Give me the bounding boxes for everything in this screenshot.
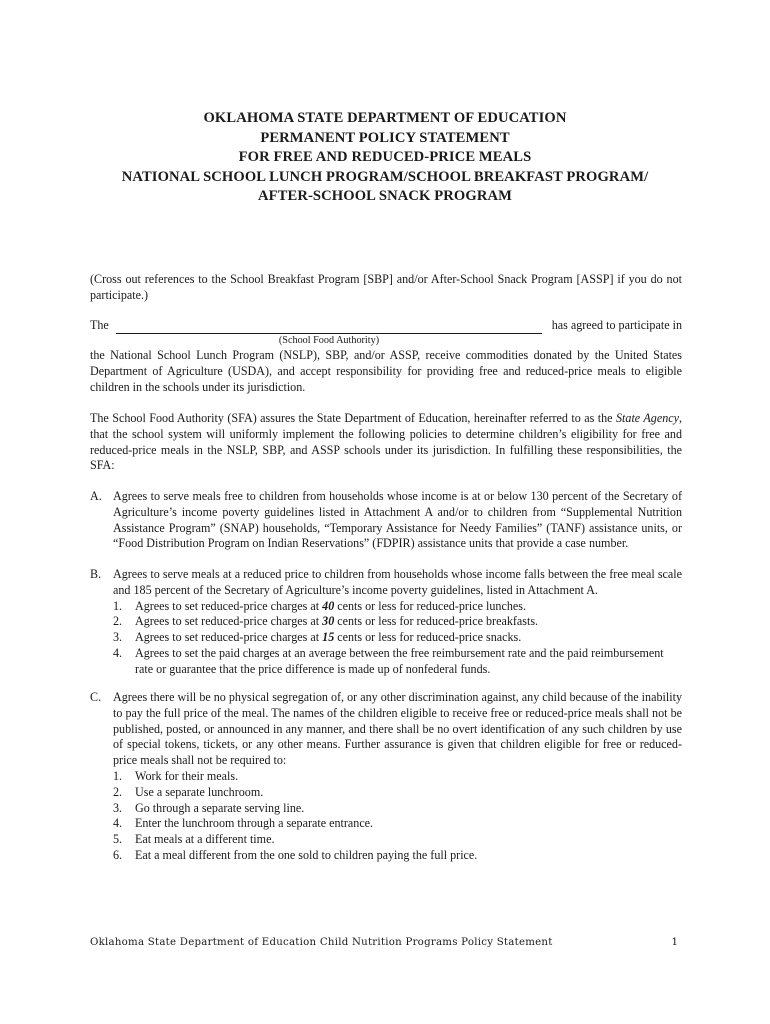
document-heading (0, 109, 770, 207)
sub-text: Use a separate lunchroom. (135, 784, 264, 799)
sub-text: Eat a meal different from the one sold to children paying the full price. (135, 847, 478, 862)
sub-number: 4. (113, 645, 123, 660)
sub-text: Enter the lunchroom through a separate entrance. (135, 816, 374, 831)
sub-number: 3. (113, 630, 123, 645)
footer-text: Oklahoma State Department of Education Child Nutrition Programs Policy Statement (90, 937, 553, 948)
sfa-paragraph-part1: The School Food Authority (SFA) assures the State Department of Education, hereinafter referred to as the (90, 411, 616, 425)
sub-text: Work for their meals. (135, 768, 239, 783)
item-b-sub-2 (113, 614, 682, 630)
item-c-body (113, 690, 682, 864)
heading-line-5: AFTER-SCHOOL SNACK PROGRAM (258, 188, 512, 205)
sub-number: 5. (113, 832, 123, 847)
heading-line-4: NATIONAL SCHOOL LUNCH PROGRAM/SCHOOL BREAKFAST PROGRAM/ (121, 168, 649, 185)
sub-number: 4. (113, 816, 123, 831)
breakfast-charge-value: 30 (322, 614, 335, 629)
sfa-assurance-paragraph (90, 411, 682, 474)
sub-text: cents or less for reduced-price lunches. (334, 598, 526, 613)
sub-text: cents or less for reduced-price snacks. (334, 630, 522, 645)
sub-text: Agrees to set reduced-price charges at (135, 630, 323, 645)
state-agency-term: State Agency (615, 411, 679, 425)
nslp-paragraph: the National School Lunch Program (NSLP), SBP, and/or ASSP, receive commodities donated by the United States Department of Agriculture (USDA), and accept responsibility for providing free and reduced-price meals to eligible children in the schools under its jurisdiction. (90, 348, 682, 394)
item-c-sub-2 (113, 785, 682, 801)
item-b-text: Agrees to serve meals at a reduced price to children from households whose income falls between the free meal scale and 185 percent of the Secretary of Agriculture’s income poverty guidelines, listed in Attachment A. (113, 567, 682, 597)
intro-instruction: (Cross out references to the School Breakfast Program [SBP] and/or After-School Snack Program [ASSP] if you do not participate.) (90, 272, 682, 302)
sub-text: Agrees to set reduced-price charges at (135, 614, 323, 629)
sfa-line-prefix: The (90, 318, 109, 332)
sub-number: 6. (113, 847, 123, 862)
item-b-sub-1 (113, 599, 682, 615)
item-c-sub-5 (113, 832, 682, 848)
item-c-sub-6 (113, 848, 682, 864)
sub-number: 3. (113, 800, 123, 815)
item-b-sub-4 (113, 646, 682, 678)
sub-number: 1. (113, 598, 123, 613)
heading-line-3: FOR FREE AND REDUCED-PRICE MEALS (238, 149, 532, 166)
sfa-paragraph-part2: , that the school system will uniformly implement the following policies to determine children’s eligibility for free and reduced-price meals in the NSLP, SBP, and ASSP schools under its jurisdiction. In fulfilling these responsibilities, the SFA: (90, 411, 683, 473)
item-b-sub-3 (113, 630, 682, 646)
sub-text: Go through a separate serving line. (135, 800, 305, 815)
policy-item-b (90, 567, 682, 678)
item-c-sub-3 (113, 801, 682, 817)
item-c-text: Agrees there will be no physical segregation of, or any other discrimination against, any child because of the inability to pay the full price of the meal. The names of the children eligible to receive free or reduced-price meals shall not be published, posted, or announced in any manner, and there shall be no overt identification of any such children by use of special tokens, tickets, or any other means. Further assurance is given that children eligible for free or reduced-price meals shall not be required to: (113, 690, 682, 768)
item-b-body (113, 567, 682, 678)
sub-number: 1. (113, 768, 123, 783)
snack-charge-value: 15 (322, 630, 335, 645)
item-a-text: Agrees to serve meals free to children from households whose income is at or below 130 percent of the Secretary of Agriculture’s income poverty guidelines listed in Attachment A and/or to children from “Supplemental Nutrition Assistance Program” (SNAP) households, “Temporary Assistance for Needy Families” (TANF) assistance units, or “Food Distribution Program on Indian Reservations” (FDPIR) assistance units that provide a case number. (113, 489, 682, 551)
heading-line-2: PERMANENT POLICY STATEMENT (260, 129, 510, 146)
heading-line-1: OKLAHOMA STATE DEPARTMENT OF EDUCATION (203, 110, 567, 126)
sfa-name-caption: (School Food Authority) (278, 335, 380, 346)
sub-number: 2. (113, 784, 123, 799)
sub-text: Agrees to set the paid charges at an average between the free reimbursement rate and the paid reimbursement rate or guarantee that the price difference is made up of nonfederal funds. (135, 645, 664, 676)
sfa-line-suffix: has agreed to participate in (551, 318, 682, 332)
sub-text: Agrees to set reduced-price charges at (135, 598, 323, 613)
item-c-sub-1 (113, 769, 682, 785)
item-c-sub-4 (113, 816, 682, 832)
sub-text: Eat meals at a different time. (135, 832, 275, 847)
policy-item-a (90, 489, 682, 552)
item-b-letter: B. (90, 567, 102, 581)
sub-number: 2. (113, 614, 123, 629)
item-a-letter: A. (90, 489, 102, 503)
lunch-charge-value: 40 (322, 598, 335, 613)
item-c-letter: C. (90, 690, 102, 704)
sub-text: cents or less for reduced-price breakfasts. (334, 614, 539, 629)
policy-item-c (90, 690, 682, 864)
page-number: 1 (671, 937, 678, 948)
